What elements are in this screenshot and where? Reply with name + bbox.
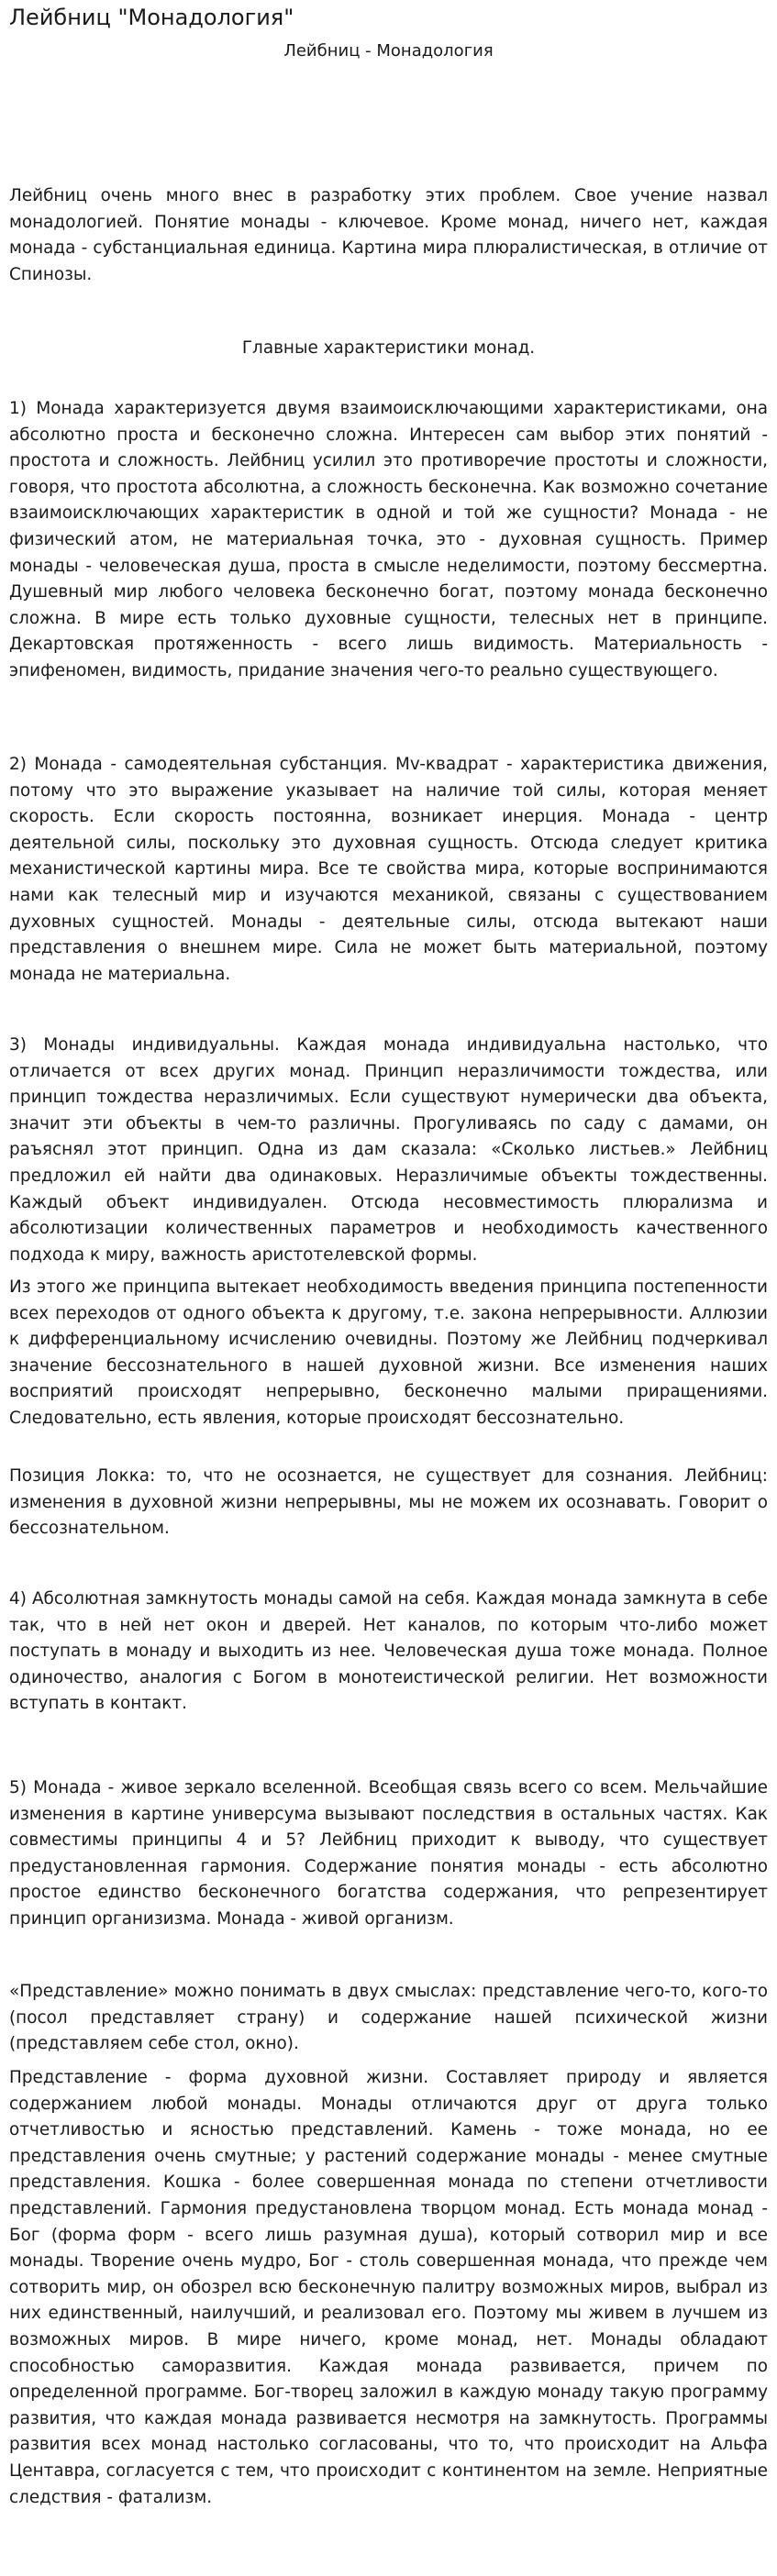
paragraph-5: 5) Монада - живое зеркало вселенной. Всеобщая связь всего со всем. Мельчайшие изменения в картине универсума вызывают последствия в остальных частях. Как совместимы принципы 4 и 5? Лейбниц приходит к выводу, что существует предустановленная гармония. Содержание понятия монады - есть абсолютно простое единство бесконечного богатства содержания, что репрезентирует принцип организизма. Монада - живой организм. xyxy=(9,1778,768,1929)
paragraph-6a: «Представление» можно понимать в двух смыслах: представление чего-то, кого-то (посол представляет страну) и содержание нашей психической жизни (представляем себе стол, окно). xyxy=(9,1982,768,2054)
section-heading: Главные характеристики монад. xyxy=(241,338,536,358)
page-title: Лейбниц "Монадология" xyxy=(9,5,294,30)
paragraph-3a: 3) Монады индивидуальны. Каждая монада индивидуальна настолько, что отличается от всех других монад. Принцип неразличимости тождества, или принцип тождества неразличимых. Если существуют нумерически два объекта, значит эти объекты в чем-то различны. Прогуливаясь по саду с дамами, он раъяснял этот принцип. Одна из дам сказала: «Сколько листьев.» Лейбниц предложил ей найти два одинаковых. Неразличимые объекты тождественны. Каждый объект индивидуален. Отсюда несовместимость плюрализма и абсолютизации количественных параметров и необходимость качественного подхода к миру, важность аристотелевской формы. xyxy=(9,1035,768,1265)
intro-paragraph: Лейбниц очень много внес в разработку этих проблем. Свое учение назвал монадологией. Понятие монады - ключевое. Кроме монад, ничего нет, каждая монада - субстанциальная единица. Картина мира плюралистическая, в отличие от Спинозы. xyxy=(9,186,768,284)
paragraph-3c: Позиция Локка: то, что не осознается, не существует для сознания. Лейбниц: изменения в духовной жизни непрерывны, мы не можем их осознавать. Говорит о бессознательном. xyxy=(9,1466,768,1539)
paragraph-1: 1) Монада характеризуется двумя взаимоисключающими характеристиками, она абсолютно проста и бесконечно сложна. Интересен сам выбор этих понятий - простота и сложность. Лейбниц усилил это противоречие простоты и сложности, говоря, что простота абсолютна, а сложность бесконечна. Как возможно сочетание взаимоисключающих характеристик в одной и той же сущности? Монада - не физический атом, не материальная точка, это - духовная сущность. Пример монады - человеческая душа, проста в смысле неделимости, поэтому бессмертна. Душевный мир любого человека бесконечно богат, поэтому монада бесконечно сложна. В мире есть только духовные сущности, телесных нет в принципе. Декартовская протяженность - всего лишь видимость. Материальность - эпифеномен, видимость, придание значения чего-то реально существующего. xyxy=(9,399,768,680)
paragraph-4: 4) Абсолютная замкнутость монады самой на себя. Каждая монада замкнута в себе так, что в ней нет окон и дверей. Нет каналов, по которым что-либо может поступать в монаду и выходить из нее. Человеческая душа тоже монада. Полное одиночество, аналогия с Богом в монотеистической религии. Нет возможности вступать в контакт. xyxy=(9,1589,768,1714)
document-subtitle: Лейбниц - Монадология xyxy=(283,41,494,61)
paragraph-3b: Из этого же принципа вытекает необходимость введения принципа постепенности всех переходов от одного объекта к другому, т.е. закона непрерывности. Аллюзии к дифференциальному исчислению очевидны. Поэтому же Лейбниц подчеркивал значение бессознательного в нашей духовной жизни. Все изменения наших восприятий происходят непрерывно, бесконечно малыми приращениями. Следовательно, есть явления, которые происходят бессознательно. xyxy=(9,1277,768,1428)
paragraph-2: 2) Монада - самодеятельная субстанция. Mv-квадрат - характеристика движения, потому что это выражение указывает на наличие той силы, которая меняет скорость. Если скорость постоянна, возникает инерция. Монада - центр деятельной силы, поскольку это духовная сущность. Отсюда следует критика механистической картины мира. Все те свойства мира, которые воспринимаются нами как телесный мир и изучаются механикой, связаны с существованием духовных сущностей. Монады - деятельные силы, отсюда вытекают наши представления о внешнем мире. Сила не может быть материальной, поэтому монада не материальна. xyxy=(9,755,768,984)
paragraph-6b: Представление - форма духовной жизни. Составляет природу и является содержанием любой монады. Монады отличаются друг от друга только отчетливостью и ясностью представлений. Камень - тоже монада, но ее представления очень смутные; у растений содержание монады - менее смутные представления. Кошка - более совершенная монада по степени отчетливости представлений. Гармония предустановлена творцом монад. Есть монада монад - Бог (форма форм - всего лишь разумная душа), который сотворил мир и все монады. Творение очень мудро, Бог - столь совершенная монада, что прежде чем сотворить мир, он обозрел всю бесконечную палитру возможных миров, выбрал из них единственный, наилучший, и реализовал его. Поэтому мы живем в лучшем из возможных миров. В мире ничего, кроме монад, нет. Монады обладают способностью саморазвития. Каждая монада развивается, причем по определенной программе. Бог-творец заложил в каждую монаду такую программу развития, что каждая монада развивается несмотря на замкнутость. Программы развития всех монад настолько согласованы, что то, что происходит на Альфа Центавра, согласуется с тем, что происходит с континентом на земле. Неприятные следствия - фатализм. xyxy=(9,2068,768,2507)
